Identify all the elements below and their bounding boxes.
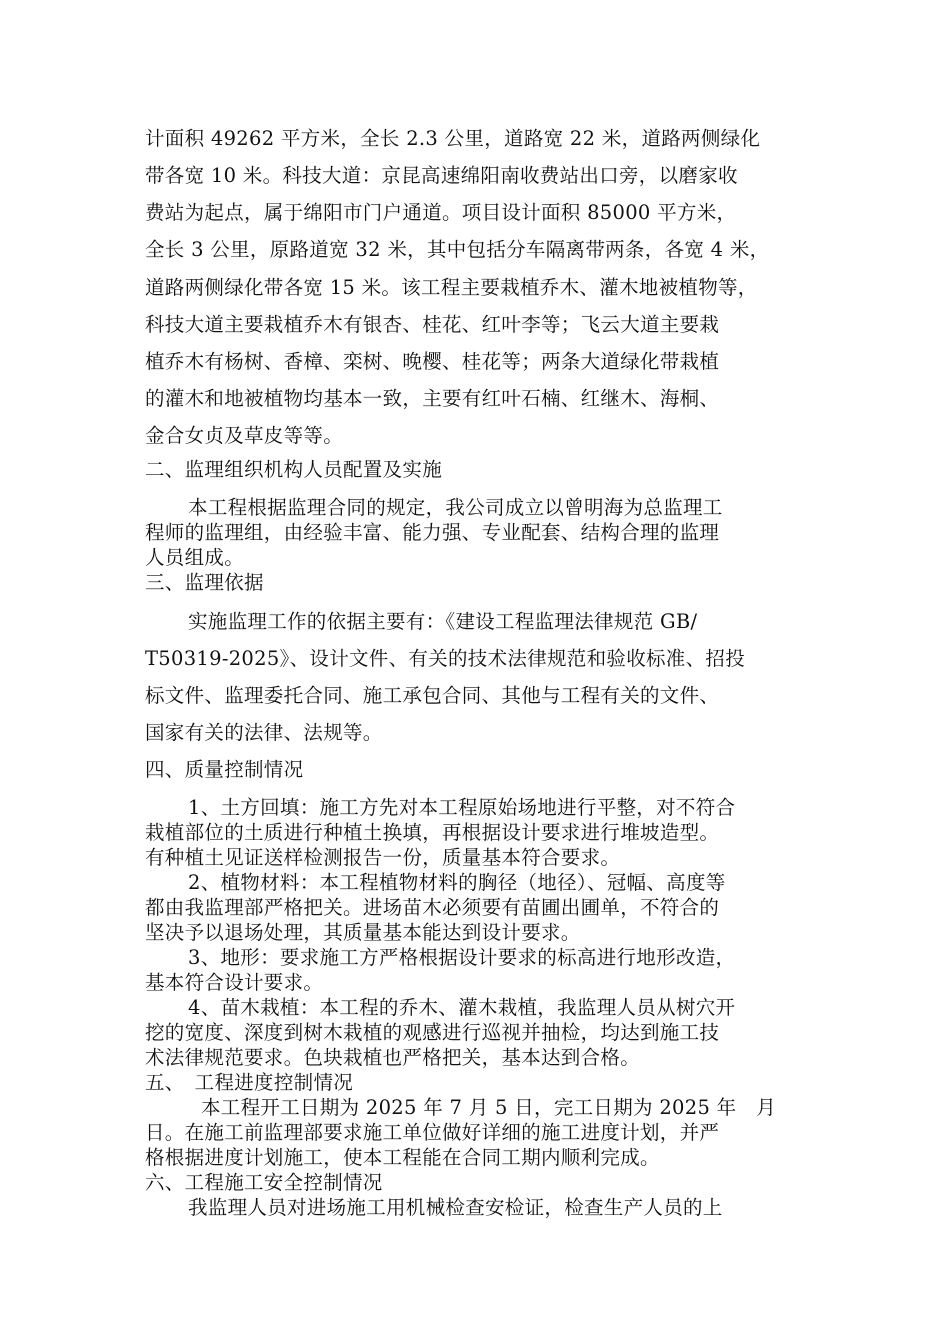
- paragraph-line: 挖的宽度、深度到树木栽植的观感进行巡视并抽检，均达到施工技: [145, 1021, 720, 1044]
- section-heading: 五、 工程进度控制情况: [145, 1071, 354, 1094]
- intro-line: 带各宽 10 米。科技大道：京昆高速绵阳南收费站出口旁，以磨家收: [145, 164, 738, 187]
- paragraph-line: 2、植物材料：本工程植物材料的胸径（地径）、冠幅、高度等: [188, 871, 726, 894]
- paragraph-line: 栽植部位的土质进行种植土换填，再根据设计要求进行堆坡造型。: [145, 821, 720, 844]
- paragraph-line: 人员组成。: [145, 546, 245, 569]
- paragraph-line: 基本符合设计要求。: [145, 971, 324, 994]
- section-heading: 三、监理依据: [145, 571, 264, 594]
- intro-line: 科技大道主要栽植乔木有银杏、桂花、红叶李等；飞云大道主要栽: [145, 313, 720, 336]
- paragraph-line: 国家有关的法律、法规等。: [145, 721, 383, 744]
- intro-line: 费站为起点，属于绵阳市门户通道。项目设计面积 85000 平方米，: [145, 201, 737, 224]
- intro-line: 全长 3 公里，原路道宽 32 米，其中包括分车隔离带两条，各宽 4 米，: [145, 238, 770, 261]
- section-heading: 六、工程施工安全控制情况: [145, 1171, 383, 1194]
- paragraph-line: 格根据进度计划施工，使本工程能在合同工期内顺利完成。: [145, 1146, 660, 1169]
- intro-line: 植乔木有杨树、香樟、栾树、晚樱、桂花等；两条大道绿化带栽植: [145, 350, 720, 373]
- intro-line: 金合女贞及草皮等等。: [145, 424, 344, 447]
- paragraph-line: 日。在施工前监理部要求施工单位做好详细的施工进度计划，并严: [145, 1121, 720, 1144]
- paragraph-line: 术法律规范要求。色块栽植也严格把关，基本达到合格。: [145, 1046, 641, 1069]
- paragraph-line: 有种植土见证送样检测报告一份，质量基本符合要求。: [145, 846, 621, 869]
- section-heading: 四、质量控制情况: [145, 758, 304, 781]
- paragraph-line: 4、苗木栽植：本工程的乔木、灌木栽植，我监理人员从树穴开: [188, 996, 736, 1019]
- paragraph-line: 本工程根据监理合同的规定，我公司成立以曾明海为总监理工: [188, 496, 723, 519]
- paragraph-line: 1、土方回填：施工方先对本工程原始场地进行平整，对不符合: [188, 796, 736, 819]
- intro-line: 道路两侧绿化带各宽 15 米。该工程主要栽植乔木、灌木地被植物等，: [145, 276, 758, 299]
- paragraph-line: 本工程开工日期为 2025 年 7 月 5 日，完工日期为 2025 年 月: [201, 1096, 777, 1119]
- paragraph-line: 标文件、监理委托合同、施工承包合同、其他与工程有关的文件、: [145, 684, 720, 707]
- paragraph-line: 坚决予以退场处理，其质量基本能达到设计要求。: [145, 921, 581, 944]
- intro-line: 计面积 49262 平方米，全长 2.3 公里，道路宽 22 米，道路两侧绿化: [145, 127, 761, 150]
- intro-line: 的灌木和地被植物均基本一致，主要有红叶石楠、红继木、海桐、: [145, 387, 720, 410]
- section-heading: 二、监理组织机构人员配置及实施: [145, 458, 443, 481]
- paragraph-line: 程师的监理组，由经验丰富、能力强、专业配套、结构合理的监理: [145, 521, 720, 544]
- paragraph-line: 我监理人员对进场施工用机械检查安检证，检查生产人员的上: [188, 1196, 723, 1219]
- paragraph-line: 实施监理工作的依据主要有：《建设工程监理法律规范 GB/: [188, 610, 698, 633]
- paragraph-line: 都由我监理部严格把关。进场苗木必须要有苗圃出圃单，不符合的: [145, 896, 720, 919]
- paragraph-line: 3、地形：要求施工方严格根据设计要求的标高进行地形改造，: [188, 946, 736, 969]
- paragraph-line: T50319-2025》、设计文件、有关的技术法律规范和验收标准、招投: [145, 647, 746, 670]
